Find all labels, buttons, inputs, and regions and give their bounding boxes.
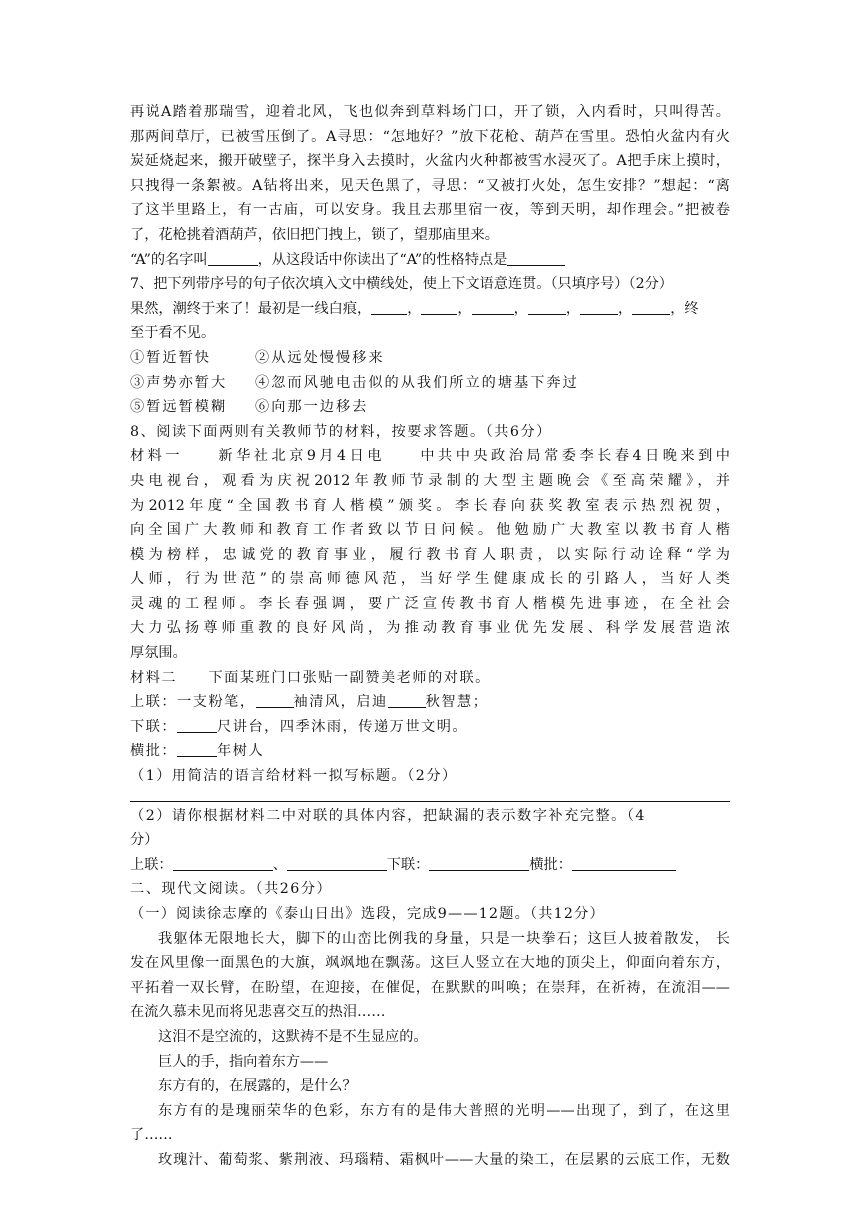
- passage-line: 了，花枪挑着酒葫芦，依旧把门拽上，锁了，望那庙里来。: [130, 226, 499, 243]
- answer-blank[interactable]: [256, 691, 294, 708]
- material1-line: 厚氛围。: [130, 645, 187, 662]
- material2-intro: 材料二 下面某班门口张贴一副赞美老师的对联。: [130, 669, 491, 686]
- q8-title: 8、阅读下面两则有关教师节的材料，按要求答题。（共6分）: [130, 423, 552, 440]
- material1-line: 材料一 新华社北京9月4日电 中共中央政治局常委李长春4日晚来到中: [130, 448, 730, 465]
- couplet-horizontal: [130, 739, 730, 764]
- reading-paragraph: 这泪不是空流的，这默祷不是不生显应的。: [158, 1028, 428, 1045]
- answer-blank[interactable]: [472, 298, 514, 315]
- couplet-text: 横批：: [130, 743, 178, 760]
- q7-options-row: [130, 395, 730, 420]
- material1-line: 大力弘扬尊师重教的良好风尚，为推动教育事业优先发展、科学发展营造浓: [130, 620, 730, 637]
- couplet-text: 上联：一支粉笔，: [130, 694, 256, 711]
- q7-option: ⑥向那一边移去: [255, 399, 369, 416]
- comma: ，: [457, 300, 472, 317]
- answer-blank[interactable]: [572, 854, 676, 871]
- material1-line: 向全国广大教师和教育工作者致以节日问候。他勉励广大教室以教书育人楷: [130, 522, 730, 539]
- q7-sentence: [130, 297, 730, 322]
- answer-blank[interactable]: [580, 298, 618, 315]
- couplet-text: 下联：: [130, 718, 178, 735]
- answer-label: 上联：: [130, 856, 173, 873]
- reading-line: 发在风里像一面黑色的大旗，飒飒地在飘荡。这巨人竖立在大地的顶尖上，仰面向着东方，: [130, 955, 730, 972]
- answer-blank[interactable]: [388, 691, 426, 708]
- reading-line: 我躯体无限地长大，脚下的山峦比例我的身量，只是一块拳石；这巨人披着散发， 长: [158, 930, 730, 947]
- q7-option: ④忽而风驰电击似的从我们所立的塘基下奔过: [255, 374, 579, 391]
- answer-blank[interactable]: [208, 249, 258, 266]
- passage-line: 了这半里路上，有一古庙，可以安身。我且去那里宿一夜，等到天明，却作理会。”把被卷: [130, 202, 730, 219]
- q7-sentence-end: 至于看不见。: [130, 325, 216, 342]
- q7-title: 7、把下列带序号的句子依次填入文中横线处，使上下文语意连贯。（只填序号）（2分）: [130, 276, 673, 293]
- q7-option: ⑤暂远暂模糊: [130, 399, 228, 416]
- material1-line: 灵魂的工程师。李长春强调，要广泛宣传教书育人楷模先进事迹，在全社会: [130, 595, 730, 612]
- answer-blank[interactable]: [177, 740, 217, 757]
- comma: ，: [565, 300, 581, 317]
- reading-line: 东方有的是瑰丽荣华的色彩，东方有的是伟大普照的光明——出现了，到了，在这里: [158, 1102, 730, 1119]
- section-title: 二、现代文阅读。（共26分）: [130, 881, 333, 898]
- comma: ，: [513, 300, 528, 317]
- q8-answer-row: [130, 853, 730, 878]
- answer-label: 下联：: [386, 856, 430, 873]
- q7-options-row: [130, 346, 730, 371]
- q8-sub2-cont: 分）: [130, 832, 159, 849]
- reading-paragraph: 东方有的，在展露的，是什么？: [158, 1078, 357, 1095]
- material1-line: 人师，行为世范”的崇高师德风范，当好学生健康成长的引路人，当好人类: [130, 571, 730, 588]
- passage-line: 炭延烧起来，搬开破壁子，探半身入去摸时，火盆内火种都被雪水浸灭了。A把手床上摸时，: [130, 153, 730, 170]
- answer-blank[interactable]: [421, 298, 457, 315]
- reading-line: 了……: [130, 1127, 173, 1144]
- passage-line: 那两间草厅，已被雪压倒了。A寻思：“怎地好？”放下花枪、葫芦在雪里。恐怕火盆内有火: [130, 128, 730, 145]
- exam-page: [130, 100, 730, 1173]
- q8-sub1: （1）用简洁的语言给材料一拟写标题。（2分）: [130, 768, 458, 785]
- answer-blank[interactable]: [632, 298, 670, 315]
- couplet-text: 袖清风，启迪: [293, 694, 388, 711]
- material1-line: 央电视台，观看为庆祝2012年教师节录制的大型主题晚会《至高荣耀》，并: [130, 472, 730, 489]
- material1-line: 为2012年度“全国教书育人楷模”颁奖。李长春向获奖教室表示热烈祝贺，: [130, 497, 730, 514]
- answer-label: 横批：: [529, 856, 572, 873]
- q7-option: ①暂近暂快: [130, 349, 211, 366]
- answer-blank[interactable]: [177, 716, 217, 733]
- comma: ，: [618, 300, 633, 317]
- q7-text: ，终: [670, 300, 699, 317]
- reading-line: 平拓着一双长臂，在盼望，在迎接，在催促，在默默的叫唤；在崇拜，在祈祷，在流泪——: [130, 979, 730, 996]
- couplet-upper: [130, 690, 730, 715]
- question-name-trait: [130, 248, 730, 273]
- couplet-lower: [130, 715, 730, 740]
- question-text: “A”的名字叫: [130, 251, 208, 268]
- q7-options-row: [130, 371, 730, 396]
- part-title: （一）阅读徐志摩的《泰山日出》选段，完成9——12题。（共12分）: [130, 906, 605, 922]
- answer-blank[interactable]: [528, 298, 566, 315]
- reading-line: 在流久慕未见而将见悲喜交互的热泪……: [130, 1004, 386, 1021]
- q7-option: ②从远处慢慢移来: [255, 349, 385, 366]
- couplet-text: 秋智慧；: [425, 694, 489, 711]
- answer-blank[interactable]: [507, 249, 565, 266]
- passage-line: 只拽得一条絮被。A钻将出来，见天色黑了，寻思：“又被打火处，怎生安排？”想起：“离: [130, 177, 730, 194]
- passage-line: 再说A踏着那瑞雪，迎着北风，飞也似奔到草料场门口，开了锁，入内看时，只叫得苦。: [130, 104, 730, 120]
- q7-option: ③声势亦暂大: [130, 374, 228, 391]
- answer-blank[interactable]: [429, 854, 529, 871]
- question-text: ，从这段话中你读出了“A”的性格特点是: [257, 251, 508, 268]
- comma: ，: [407, 300, 422, 317]
- answer-blank[interactable]: [287, 854, 387, 871]
- couplet-text: 年树人: [217, 743, 265, 760]
- answer-blank[interactable]: [173, 854, 273, 871]
- reading-paragraph: 巨人的手，指向着东方——: [158, 1053, 329, 1070]
- comma: 、: [272, 856, 287, 873]
- reading-line: 玫瑰汁、葡萄浆、紫荆液、玛瑙精、霜枫叶——大量的染工，在层累的云底工作，无数: [158, 1151, 730, 1168]
- q7-text: 果然，潮终于来了！最初是一线白痕，: [130, 300, 372, 317]
- answer-line[interactable]: [130, 801, 730, 802]
- q8-sub2: （2）请你根据材料二中对联的具体内容，把缺漏的表示数字补充完整。（4: [130, 807, 646, 824]
- couplet-text: 尺讲台，四季沐雨，传递万世文明。: [217, 718, 469, 735]
- answer-blank[interactable]: [371, 298, 407, 315]
- material1-line: 模为榜样，忠诚党的教育事业，履行教书育人职责，以实际行动诠释“学为: [130, 546, 730, 563]
